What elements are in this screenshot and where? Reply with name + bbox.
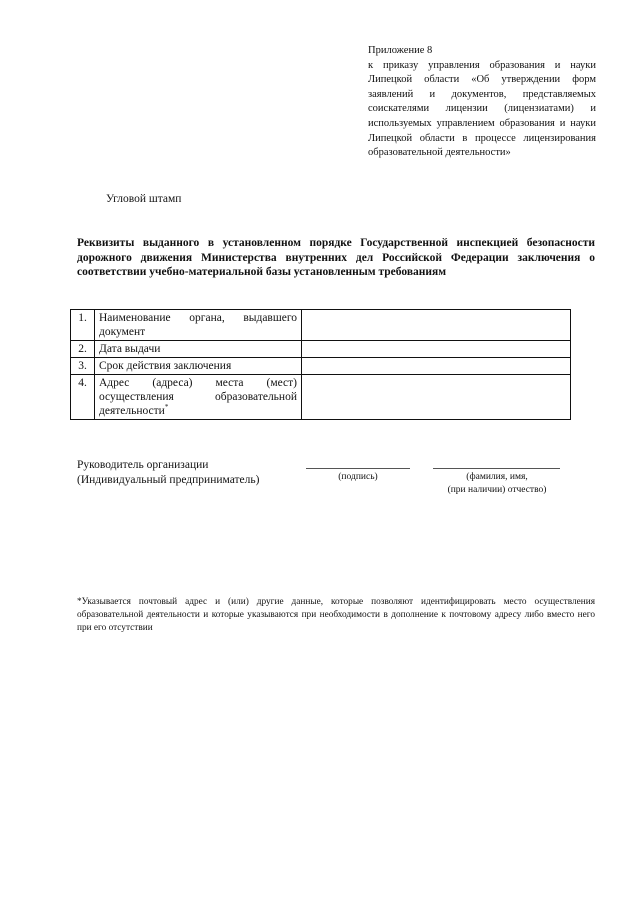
row-label: Срок действия заключения	[95, 358, 302, 375]
appendix-body: к приказу управления образования и науки Липецкой области «Об утверждении форм заявлений и документов, представляемых соискателями лицензии (лицензиатами) и используемых управлением образования и науки Липецкой области в процессе лицензирования образовательной деятельности»	[368, 59, 596, 159]
signature-caption: (подпись)	[338, 472, 378, 482]
signatory-subtitle: (Индивидуальный предприниматель)	[77, 473, 260, 486]
appendix-header	[368, 44, 596, 161]
name-caption	[420, 471, 574, 497]
name-caption-line1: (фамилия, имя,	[466, 472, 528, 482]
table-row	[71, 375, 571, 420]
corner-stamp-label: Угловой штамп	[106, 193, 182, 205]
footnote-mark: *	[164, 403, 169, 412]
table-row	[71, 310, 571, 341]
signatory-title: Руководитель организации	[77, 459, 209, 471]
row-label: Адрес (адреса) места (мест) осуществления образовательной деятельности	[99, 377, 297, 417]
row-number: 4.	[71, 375, 95, 420]
appendix-title: Приложение 8	[368, 45, 433, 56]
name-caption-line2: (при наличии) отчество)	[447, 485, 547, 495]
row-number: 2.	[71, 341, 95, 358]
table-row	[71, 341, 571, 358]
row-value	[302, 375, 571, 420]
table-row	[71, 358, 571, 375]
name-line	[433, 468, 560, 469]
row-label: Наименование органа, выдавшего документ	[95, 310, 302, 341]
row-value	[302, 358, 571, 375]
footnote: *Указывается почтовый адрес и (или) другие данные, которые позволяют идентифицировать место осуществления образовательной деятельности и которые указываются при необходимости в дополнение к почтовому адресу либо вместо него при его отсутствии	[77, 597, 595, 633]
signature-line	[306, 468, 410, 469]
row-value	[302, 341, 571, 358]
row-value	[302, 310, 571, 341]
signatory-block	[77, 458, 259, 487]
row-number: 1.	[71, 310, 95, 341]
row-number: 3.	[71, 358, 95, 375]
requisites-table	[70, 309, 571, 420]
row-label-cell	[95, 375, 302, 420]
row-label: Дата выдачи	[95, 341, 302, 358]
document-heading: Реквизиты выданного в установленном порядке Государственной инспекцией безопасности дорожного движения Министерства внутренних дел Российской Федерации заключения о соответствии учебно-материальной базы установленным требованиям	[77, 237, 595, 279]
